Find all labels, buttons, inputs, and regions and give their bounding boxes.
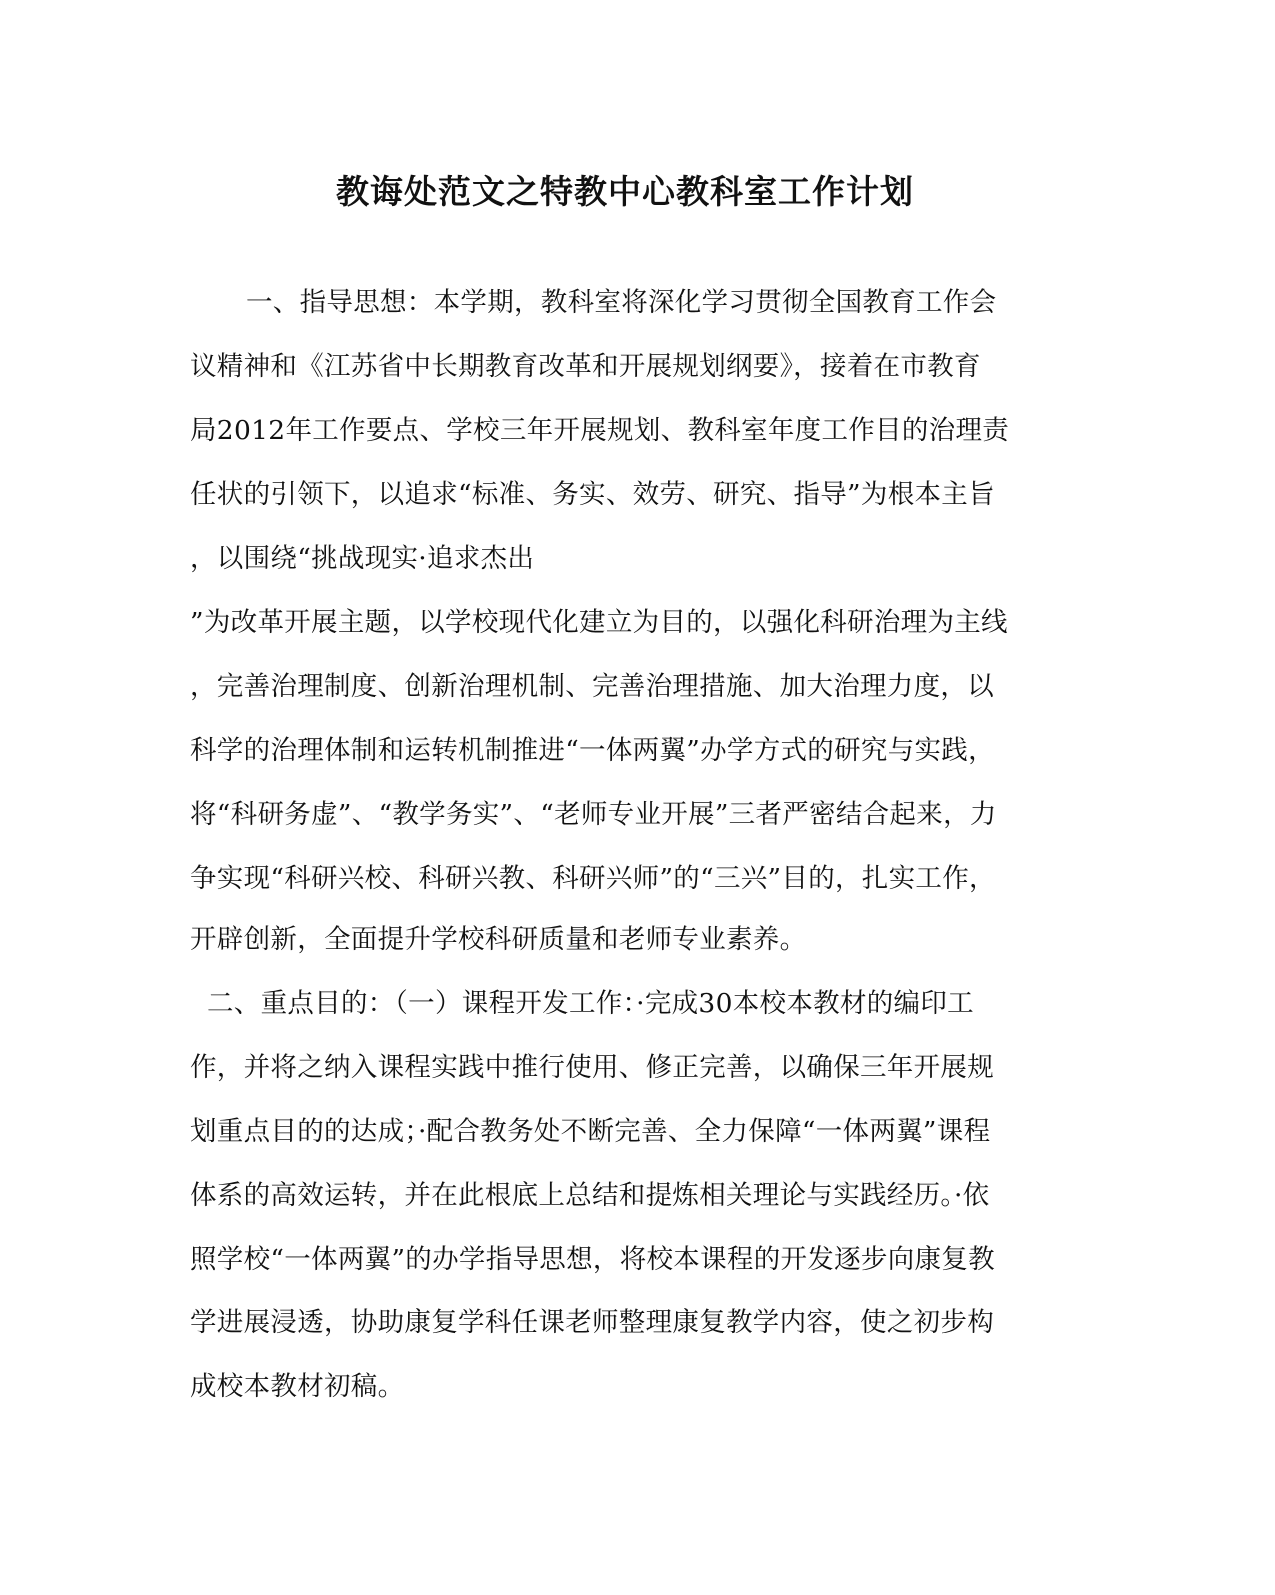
paragraph-line: 作，并将之纳入课程实践中推行使用、修正完善，以确保三年开展规 <box>190 1052 994 1083</box>
paragraph-line: 二、重点目的：（一）课程开发工作：·完成30本校本教材的编印工 <box>207 988 974 1019</box>
paragraph-line: 成校本教材初稿。 <box>190 1371 405 1402</box>
paragraph-line: 将“科研务虚”、“教学务实”、“老师专业开展”三者严密结合起来，力 <box>190 799 997 830</box>
paragraph-line: 照学校“一体两翼”的办学指导思想，将校本课程的开发逐步向康复教 <box>190 1244 995 1275</box>
paragraph-line: 学进展浸透，协助康复学科任课老师整理康复教学内容，使之初步构 <box>190 1307 994 1338</box>
document-title: 教诲处范文之特教中心教科室工作计划 <box>336 172 914 211</box>
paragraph-line: ，完善治理制度、创新治理机制、完善治理措施、加大治理力度，以 <box>190 671 994 702</box>
paragraph-line: ，以围绕“挑战现实·追求杰出 <box>190 543 535 574</box>
paragraph-line: 体系的高效运转，并在此根底上总结和提炼相关理论与实践经历。·依 <box>190 1180 990 1211</box>
paragraph-line: 开辟创新，全面提升学校科研质量和老师专业素养。 <box>190 924 807 955</box>
paragraph-line: 争实现“科研兴校、科研兴教、科研兴师”的“三兴”目的，扎实工作， <box>190 863 996 894</box>
paragraph-line: 科学的治理体制和运转机制推进“一体两翼”办学方式的研究与实践， <box>190 735 995 766</box>
paragraph-line: 任状的引领下，以追求“标准、务实、效劳、研究、指导”为根本主旨 <box>190 479 995 510</box>
paragraph-line: ”为改革开展主题，以学校现代化建立为目的，以强化科研治理为主线 <box>190 607 1008 638</box>
paragraph-line: 议精神和《江苏省中长期教育改革和开展规划纲要》，接着在市教育 <box>190 351 981 382</box>
paragraph-line: 局2012年工作要点、学校三年开展规划、教科室年度工作目的治理责 <box>190 415 1010 446</box>
paragraph-line: 划重点目的的达成；·配合教务处不断完善、全力保障“一体两翼”课程 <box>190 1116 991 1147</box>
paragraph-line: 一、指导思想：本学期，教科室将深化学习贯彻全国教育工作会 <box>246 287 997 318</box>
